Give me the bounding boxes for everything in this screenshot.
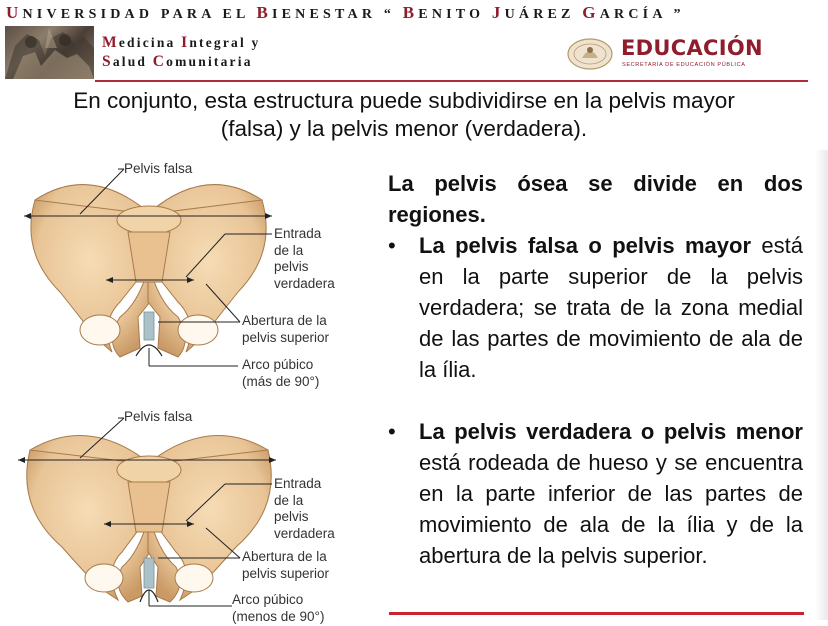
- header-divider: [95, 80, 808, 82]
- program-name: [102, 33, 260, 71]
- mural-image: [5, 26, 94, 79]
- program-line-2: Salud Comunitaria: [102, 53, 253, 70]
- mural-figures-icon: [5, 26, 94, 79]
- label-pelvis-falsa: Pelvis falsa: [124, 409, 193, 424]
- intro-line-1: En conjunto, esta estructura puede subdividirse en la pelvis mayor: [73, 88, 735, 113]
- bullet-bold-term: La pelvis verdadera o pelvis menor: [419, 419, 803, 444]
- bullet-marker: •: [388, 233, 396, 258]
- label-arco-pubico: Arco púbico (menos de 90°): [232, 592, 325, 624]
- bullet-description: está en la parte superior de la pelvis verdadera; se trata de la zona medial de las partes de movimiento de ala de la ília.: [419, 233, 803, 382]
- bullet-marker: •: [388, 419, 396, 444]
- bullet-description: está rodeada de hueso y se encuentra en la parte inferior de las partes de movimiento de ala de la ília y de la abertura de la pelvis superior.: [419, 450, 803, 568]
- label-entrada-pelvis-verdadera: Entrada de la pelvis verdadera: [274, 226, 335, 291]
- university-name: UNIVERSIDAD PARA EL BIENESTAR “ BENITO JUÁREZ GARCÍA ”: [6, 3, 685, 22]
- label-pelvis-falsa: Pelvis falsa: [124, 161, 193, 176]
- label-abertura-pelvis-superior: Abertura de la pelvis superior: [242, 549, 330, 581]
- education-logo-text: EDUCACIÓN: [621, 36, 763, 60]
- paragraph-spacer: [388, 385, 803, 416]
- label-arco-pubico: Arco púbico (más de 90°): [242, 357, 320, 389]
- label-abertura-pelvis-superior: Abertura de la pelvis superior: [242, 313, 330, 345]
- bullet-pelvis-falsa: [388, 230, 803, 385]
- education-logo-subtext: SECRETARÍA DE EDUCACIÓN PÚBLICA: [622, 62, 746, 68]
- pelvis-figure-narrow-arch: [0, 402, 380, 624]
- intro-text: [0, 87, 808, 143]
- content-heading: La pelvis ósea se divide en dos regiones.: [388, 171, 803, 227]
- program-line-1: Medicina Integral y: [102, 34, 261, 51]
- bullet-bold-term: La pelvis falsa o pelvis mayor: [419, 233, 752, 258]
- national-seal-icon: [567, 38, 613, 70]
- label-entrada-pelvis-verdadera: Entrada de la pelvis verdadera: [274, 476, 335, 541]
- intro-line-2: (falsa) y la pelvis menor (verdadera).: [220, 116, 588, 141]
- content-text: [388, 168, 803, 571]
- bullet-pelvis-verdadera: [388, 416, 803, 571]
- footer-divider: [389, 612, 804, 615]
- slide-edge-shadow: [815, 150, 828, 620]
- pelvis-figure-wide-arch: [0, 152, 380, 397]
